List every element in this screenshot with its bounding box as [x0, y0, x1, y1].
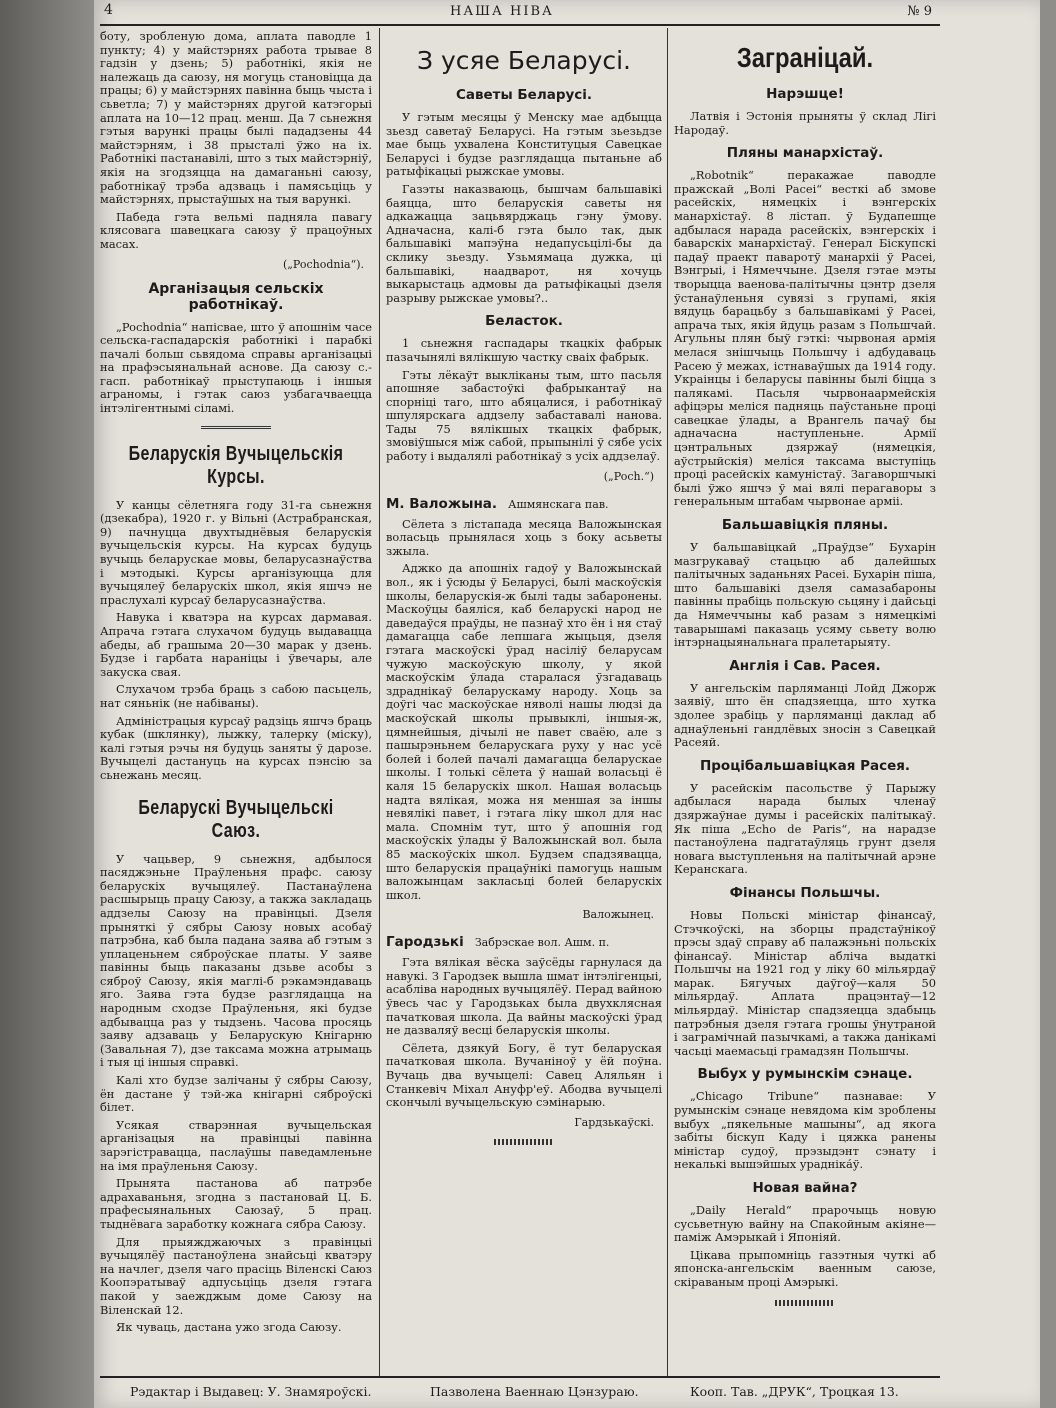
column-3: [674, 30, 936, 1348]
article-heading: Бальшавіцкія пляны.: [721, 517, 889, 534]
newspaper-title: НАША НІВА: [450, 4, 554, 19]
section-divider: [494, 1139, 554, 1145]
article-paragraph: „Chicago Tribune“ пазнавае: У румынскім сэнаце невядома кім зроблены выбух „пякельные машыны“, ад якога забіты біскуп Каду і цяжка ранены міністар судоў, прэзыдэнт сэнату і некалькі вышэйшых урадніка́ў.: [674, 1089, 936, 1172]
article-paragraph: Пабеда гэта вельмі падняла павагу клясовага шавецкага саюзу ў працоўных масах.: [100, 209, 372, 251]
section-divider: [201, 426, 271, 429]
article-heading: М. Валожына.: [386, 495, 498, 512]
article-paragraph: У расейскім пасольстве ў Парыжу адбылася нарада былых членаў дзяржаўнае думы і расейскіх палітыкаў. Як піша „Echo de Paris“, на нарадзе пастаноўлена падгатаўляць грунт дзеля новага выступленьня на палітычнай арэне Керанскага.: [674, 780, 936, 877]
article-paragraph: У ангельскім парляманцi Лойд Джорж заявіў, што ён спадзяецца, што хутка здолее зрабіць у парляманці даклад аб аднаўленьні гандлёвых зносін з Савецкай Расеяй.: [674, 680, 936, 750]
page-footer: [100, 1376, 940, 1406]
article-source: („Pochodnia“).: [282, 257, 364, 271]
page-gutter: [0, 0, 94, 1408]
article-heading-row: [386, 931, 662, 950]
article-paragraph: боту, зробленую дома, аплата паводле 1 пункту; 4) у майстэрнях работа трывае 8 гадзін у дзень; 5) работнікі, якія не належаць да саюзу, ня могуць становіцца да працы; 6) у майстэрнях павінна быць чыста і сьветла; 7) у майстэрнях другой катэгорыі аплата на 10—12 прац. менш. Да 7 сьнежня гэтыя варункі працы былі пададзены 44 майстэрням, і 38 прысталі ўжо на іх. Работнікі пастанавілі, што з тых майстэрніў, якія на згодзяцца на дамаганьні саюзу, работнікаў трэба адзваць і памясьціць у майстэрнях, прыстаўшых на тыя варункі.: [100, 30, 372, 207]
article-paragraph: Гэта вялікая вёска заўсёды гарнулася да навукі. З Гародзек вышла шмат інтэлігенцыі, асабліва народных вучыцялёў. Перад вайною ўвесь час у Гародзьках была двухклясная пачатковая школа. Да вайны маскоўскі ўрад не дазваляў весці беларускія школы.: [386, 955, 662, 1038]
article-paragraph: Для прыяжджаючых з правінцыі вучыцялёў пастаноўлена знайсьці кватэру на начлег, дзеля чаго прасіць Віленскі Саюз Коопэратываў адпусьціць дзеля гэтага пакой у заежджым доме Саюзу на Віленскай 12.: [100, 1234, 372, 1317]
article-paragraph: Калі хто будзе залічаны ў сябры Саюзу, ён дастане ў тэй-жа кнігарні сяброўскі білет.: [100, 1073, 372, 1115]
article-heading: Беларускія Вучыцельскія Курсы.: [128, 442, 344, 488]
column-rule: [667, 28, 668, 1378]
section-heading: З усяе Беларусі.: [416, 46, 631, 75]
article-paragraph: Адміністрацыя курсаў радзіць яшчэ браць кубак (шклянку), лыжку, талерку (міску), калі гэтыя рэчы ня будуць заняты ў дарозе. Вучыцелі дастануць на курсах пэнсію за сьнежань месяц.: [100, 713, 372, 782]
issue-number: № 9: [907, 4, 932, 19]
article-paragraph: Газэты наказваюць, бышчам бальшавікі баяцца, што беларускія саветы ня адкажацца зацьвярджаць гэну ўмову. Адначасна, калі-б гэта было так, дык бальшавікі мапэўна недапусьцілі-бы да склику зьезду. Узьмямаца дужка, ці бальшавікі, наадварот, ня хочуць выкарыстаць адмовы да ратыфікацыі дзеля разрыву рыжскае умовы?..: [386, 181, 662, 305]
column-1: [100, 30, 372, 1348]
article-heading-row: [386, 493, 662, 512]
article-paragraph: Аджко да апошніх гадоў у Валожынскай вол., як і ўсюды ў Беларусі, былі маскоўскія школы, беларускія-ж былі тады забаронены. Маскоўцы баяліся, каб беларускі народ не даведаўся праўды, не пазнаў хто ён і ня стаў дамагацца сабе лепшага жыцьця, дзеля гэтага маскоўскі ўрад насіліў беларусам чужую маскоўскую школу, у якой маскоўскім ўлада старалася ўзгадаваць здраднікаў беларускаму народу. Хоць за доўгі час маскоўскае няволі нашы людзі да маскоўскай школы прывыклі, іншыя-ж, цямнейшыя, дічылі не павет сваёю, але з пашырэньнем беларускага руху у нас усё болей і болей пачалі дамагацца беларускае школы. І толькі сёлета ў нашай воласьці ё каля 15 беларускіх школ. Нашая воласьць надта вялікая, можа ня меншая за іншы невялікі павет, і гэтага ліку школ для нас мала. Спомнім тут, што ў апошнія год маскоўскіх ўлады ў Валожынскай вол. была 85 маскоўскіх школ. Будзем спадзявацца, што беларускія працаўнікі памогуць нашым валожынцам закласьці болей беларускіх школ.: [386, 561, 662, 902]
column-2: [386, 30, 662, 1348]
article-heading: Нарэшце!: [766, 86, 844, 102]
section-divider: [775, 1300, 835, 1306]
article-heading: Саветы Беларусі.: [455, 87, 593, 103]
article-heading: Пляны манархістаў.: [726, 145, 884, 162]
article-paragraph: Новы Польскі міністар фінансаў, Стэчкоўскі, на зборцы прадстаўнікоў прэсы здаў справу аб палажэньні польскіх фінансаў. Міністар абліча выдаткі Польшчы на 1921 год у ліку 60 мільярдаў марак. Бягучых даўгоў—каля 50 мільярдаў. Аплата працэнтаў—12 мільярдаў. Міністар спадзяецца здабыць патрэбныя дзеля гэтага грошы ўнутраной і заграмічнай пазычкамі, а такжа данікамі часьці маемасьці грамадзян Польшчы.: [674, 907, 936, 1058]
article-paragraph: Цікава прыпомніць газэтныя чуткі аб японска-ангельскім ваенным саюзе, скіраваным проці Амэрыкі.: [674, 1247, 936, 1289]
article-author: Гардзькаўскі.: [574, 1115, 654, 1129]
article-source: („Poch.“): [603, 469, 654, 483]
article-place: Ашмянскага пав.: [508, 497, 609, 511]
section-heading: Заграніцай.: [736, 42, 874, 73]
article-paragraph: Слухачом трэба браць з сабою пасьцель, нат сяньнік (не набіваны).: [100, 682, 372, 710]
column-rule: [379, 28, 380, 1378]
article-heading: Фінансы Польшчы.: [729, 884, 881, 901]
article-paragraph: Як чуваць, дастана ужо згода Саюзу.: [116, 1320, 342, 1335]
article-paragraph: „Pochodnia“ напісвае, што ў апошнім часе сельска-гаспадарскія работнікі і парабкі пачалі больш сьвядома справы арганізацыі на прафэсыянальнай аснове. Да саюзу с.-гасп. работнікаў прыступаюць і іншыя аграномы, і гэтак саюз узбагачваецца інтэлігентнымі сіламі.: [100, 319, 372, 416]
page-header: [100, 2, 940, 26]
printer-credit: Кооп. Тав. „ДРУК“, Троцкая 13.: [690, 1384, 899, 1399]
editor-credit: Рэдактар і Выдавец: У. Знамяроўскі.: [130, 1384, 372, 1399]
article-paragraph: Латвія і Эстонія прыняты ў склад Лігі Народаў.: [674, 109, 936, 137]
article-paragraph: У бальшавіцкай „Праўдзе“ Бухарін мазгрукаваў стацьцю аб далейшых палітычных заданьнях Расеі. Бухарін піша, што бальшавікі дзеля самазабароны павінны прабіць польскую сьцяну і дайсьці да Нямеччыны каб разам з нямецкімі таварышамі паказаць усяму сьвету волю інтэрнацыянальнага пралетарыяту.: [674, 540, 936, 650]
article-paragraph: Усякая стварэнная вучыцельская арганізацыя на правінцыі павінна зарэгістравацца, паслаўшы паведамленьне на імя праўленьня Саюзу.: [100, 1117, 372, 1173]
article-heading: Беласток.: [485, 313, 563, 330]
article-heading: Англія і Сав. Расея.: [729, 657, 881, 674]
article-heading: Гародзькі: [386, 934, 464, 951]
censor-note: Пазволена Ваеннаю Цэнзураю.: [430, 1384, 639, 1399]
article-paragraph: Сёлета, дзякуй Богу, ё тут беларуская пачатковая школа. Вучаніноў у ёй поўна. Вучаць два вучыцелі: Савец Аляльян і Станкевіч Міхал Ануфр'еў. Абодва вучыцелі скончылі вучыцельскую сэмінарыю.: [386, 1040, 662, 1110]
article-paragraph: Гэты лёкаўт выкліканы тым, што пасьля апошняе забастоўкі фабрыкантаў на спорніці таго, што абяцалися, і работнікаў шпулярскага аддзелу забаставалі нанова. Тады 75 вялікшых ткацкіх фабрык, змовіўшыся між сабой, прыпынілі ў сябе усіх работу і выдалялі работнікаў з усіх аддзелаў.: [386, 367, 662, 464]
article-author: Валожынец.: [582, 908, 654, 922]
article-place: Забрэскае вол. Ашм. п.: [474, 936, 610, 950]
article-heading: Процібальшавіцкая Расея.: [699, 757, 911, 774]
article-paragraph: Навука і кватэра на курсах дармавая. Апрача гэтага слухачом будуць выдавацца абеды, аб грашыма 20—30 марак у дзень. Будзе і гарбата нараніцы і ўвечары, але закуска свая.: [100, 610, 372, 679]
page-number: 4: [104, 2, 113, 18]
article-heading: Новая вайна?: [752, 1180, 858, 1196]
article-paragraph: 1 сьнежня гаспадары ткацкіх фабрык пазачынялі вялікшую частку сваіх фабрык.: [386, 336, 662, 364]
article-paragraph: У канцы сёлетняга году 31-га сьнежня (дзекабра), 1920 г. у Вільні (Астрабранская, 9) пачнуцца двухтыднёвыя беларускія вучыцельскія курсы. На курсах будуць вучыць беларускае мовы, беларусазнаўства і мэтодыкі. Курсы арганізуюцца для вучыцялеў беларускіх школ, якія яшчэ не праслухалі курсаў беларусазнаўства.: [100, 497, 372, 607]
article-heading: Беларускі Вучыцельскі Саюз.: [138, 796, 334, 842]
article-paragraph: Прынята пастанова аб патрэбе адрахаваньня, згодна з пастановай Ц. Б. прафесыянальных Саюзаў, 5 прац. тыднёвага заработку кожнага сябра Саюзу.: [100, 1176, 372, 1231]
article-heading: Выбух у румынскім сэнаце.: [697, 1066, 913, 1083]
article-paragraph: „Daily Herald“ прарочыць новую сусьветную вайну на Спакойным акіяне—паміж Амэрыкай і Японіяй.: [674, 1203, 936, 1245]
article-paragraph: У гэтым месяцы ў Менску мае адбыцца зьезд саветаў Беларусі. На гэтым зьезьдзе мае быць ухвалена Конституцыя Савецкае Беларусі і будзе разглядацца пытаньне аб ратыфікацыі рыжскае умовы.: [386, 110, 662, 179]
article-paragraph: Сёлета з лістапада месяца Валожынская воласьць прынялася хоць з боку асьветы зжыла.: [386, 516, 662, 558]
article-paragraph: „Robotnik“ перакажае паводле пражскай „Волі Расеі“ весткі аб змове расейскіх, нямецкіх і вэнгерскіх манархістаў. 8 лістап. ў Будапешце адбылася нарада расейскіх, вэнгерскіх і баварскіх манархістаў. Генерал Біскупскі падаў праект паваротў манархіі ў Расеі, Вэнгрыі, і Нямеччыне. Дзеля гэтае мэты творыцца ваенова-палітычны цэнтр дзеля ўстанаўленьня сувязі з групамі, якія вядуць барацьбу з бальшавікамі ў Расеі, апрача тых, якія йдуць разам з Польшчай. Агульны плян быў гэткі: чырвоная армія мелася знішчыць Польшчу і адбудаваць Расею ў межах, істнаваўшых да 1914 году. Украінцы і беларусы павінны былі біцца з палякамі. Пасьля чырвонаармейскія афіцэры меліся падняць паўстаньне проці савецкае ўлады, а Врангель пачаў бы адначасна наступленьне. Армії цэнтральных дзяржаў (нямецкія, аўстрыйскія) меліся таксама выступіць проці расейскіх камуністаў. Загаворшчыкі былі ўжо яшчэ ў маі вялі перагаворы з генеральным штабам чырвонае арміі.: [674, 168, 936, 509]
article-paragraph: У чацьвер, 9 сьнежня, адбылося пасяджэньне Праўленьня прафс. саюзу беларускіх вучыцялеў. Пастанаўлена расшырыць працу Саюзу, а такжа закладаць аддзелы Саюзу на правінцыі. Дзеля прыняткі ў сябры Саюзу новых асобаў патрэбна, каб была падана заява аб гэтым з уплаценьнем сяброўскае платы. У заяве павінны быць паказаны дзьве асобы з сяброў Саюзу, якія маглі-б рэкамэндаваць яго. Заява гэта будзе разглядацца на народным сходзе Праўленьня, які будзе адбывацца раз у тыдзень. Часова просяць заяву адзаваць у Беларускую Кнігарню (Завальная 7), дзе таксама можна атрымаць і тыя ці іншыя справкі.: [100, 851, 372, 1070]
article-heading: Арганізацыя сельскіх работнікаў.: [148, 280, 324, 313]
